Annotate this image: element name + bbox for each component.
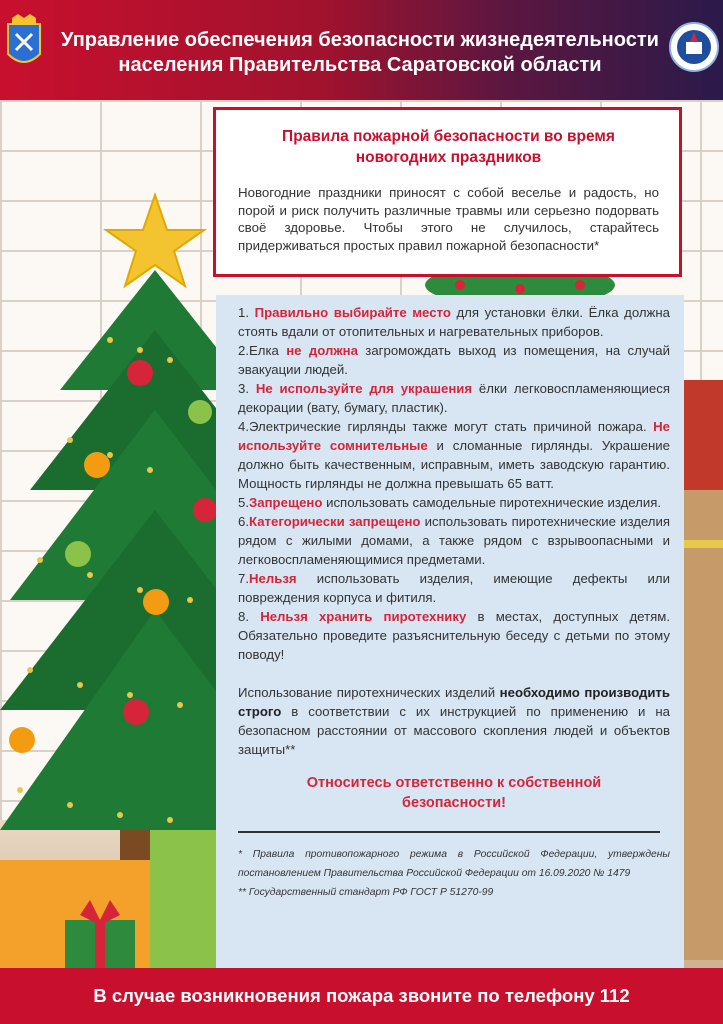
rule-1-prefix: 1. xyxy=(238,305,255,320)
slogan-line2: безопасности! xyxy=(402,795,506,811)
rule-3-prefix: 3. xyxy=(238,381,256,396)
rule-5-highlight: Запрещено xyxy=(249,495,323,510)
rule-4-highlight: Не используйте сомнительные xyxy=(238,419,670,453)
department-emblem-icon xyxy=(669,22,719,72)
rule-5-text: использовать самодельные пиротехнические изделия. xyxy=(322,495,662,510)
rule-6-text: использовать пиротехнические изделия рядом с жилыми домами, а также рядом с взрывоопасными и легковоспламеняющимися предметами. xyxy=(238,514,671,567)
header-title xyxy=(50,28,670,78)
rule-item-6 xyxy=(238,512,670,569)
rule-7-prefix: 7. xyxy=(238,571,249,586)
pyro-text-1: Использование пиротехнических изделий xyxy=(238,685,500,700)
rule-6-highlight: Категорически запрещено xyxy=(249,514,421,529)
rule-item-4 xyxy=(238,417,670,493)
footnote-2: ** Государственный стандарт РФ ГОСТ Р 51270-99 xyxy=(238,887,494,898)
slogan xyxy=(238,773,670,813)
header-title-line1: Управление обеспечения безопасности жизнедеятельности xyxy=(61,29,659,51)
rule-1-highlight: Правильно выбирайте место xyxy=(254,305,451,320)
intro-text: Новогодние праздники приносят с собой веселье и радость, но порой и риск получить различные травмы или серьезно подорвать своё здоровье. Чтобы этого не случилось, старайтесь придерживаться простых правил пожарной безопасности* xyxy=(238,185,659,253)
rule-item-3 xyxy=(238,379,670,417)
rule-3-text: ёлки легковоспламеняющиеся декорации (вату, бумагу, пластик). xyxy=(238,381,670,415)
pyro-paragraph xyxy=(238,683,670,759)
rule-6-prefix: 6. xyxy=(238,514,249,529)
gift-box-right-illustration xyxy=(680,360,723,960)
header-bar xyxy=(0,0,723,100)
rule-8-prefix: 8. xyxy=(238,609,261,624)
rule-3-highlight: Не используйте для украшения xyxy=(255,381,473,396)
spacer xyxy=(238,664,670,683)
emergency-bar xyxy=(0,968,723,1024)
christmas-tree-illustration xyxy=(0,190,230,890)
rule-item-5 xyxy=(238,493,670,512)
rules-panel xyxy=(216,295,684,968)
rule-4-prefix: 4.Электрические гирлянды также могут стать причиной пожара. xyxy=(238,419,654,434)
page-title-line2: новогодних праздников xyxy=(355,149,542,166)
title-box xyxy=(213,107,682,277)
rule-7-text: использовать изделия, имеющие дефекты или повреждения корпуса и фитиля. xyxy=(238,571,670,605)
page-title-line1: Правила пожарной безопасности во время xyxy=(282,128,615,145)
slogan-line1: Относитесь ответственно к собственной xyxy=(306,775,602,791)
emergency-text: В случае возникновения пожара звоните по телефону 112 xyxy=(93,985,630,1006)
page-title xyxy=(238,126,659,168)
rule-5-prefix: 5. xyxy=(238,495,249,510)
rule-4-text: и сломанные гирлянды. Украшение должно быть качественным, исправным, иметь заводскую гарантию. Мощность гирлянды не должна превышать 65 ватт. xyxy=(238,438,670,491)
rule-2-text: загромождать выход из помещения, на случай эвакуации людей. xyxy=(238,343,671,377)
saratov-coat-of-arms-icon xyxy=(6,14,42,72)
pyro-bold: необходимо производить строго xyxy=(238,685,670,719)
rule-item-1 xyxy=(238,303,670,341)
rule-2-prefix: 2.Елка xyxy=(238,343,287,358)
rule-item-7 xyxy=(238,569,670,607)
divider xyxy=(238,831,660,833)
header-title-line2: населения Правительства Саратовской области xyxy=(118,54,602,76)
rule-7-highlight: Нельзя xyxy=(249,571,297,586)
rule-item-8 xyxy=(238,607,670,664)
footnote-1: * Правила противопожарного режима в Российской Федерации, утверждены постановлением Правительства Российской Федерации от 16.09.2020 № 1479 xyxy=(238,849,670,879)
rule-8-text: в местах, доступных детям. Обязательно проведите разъяснительную беседу с детьми по этому поводу! xyxy=(238,609,670,662)
rule-1-text: для установки ёлки. Ёлка должна стоять вдали от отопительных и нагревательных приборов. xyxy=(238,305,670,339)
rule-item-2 xyxy=(238,341,670,379)
rule-8-highlight: Нельзя хранить пиротехнику xyxy=(260,609,467,624)
pyro-text-2: в соответствии с их инструкцией по применению и на безопасном расстоянии от массового скопления людей и объектов защиты** xyxy=(238,704,670,757)
gift-boxes-illustration xyxy=(0,820,230,970)
rule-2-highlight: не должна xyxy=(286,343,358,358)
